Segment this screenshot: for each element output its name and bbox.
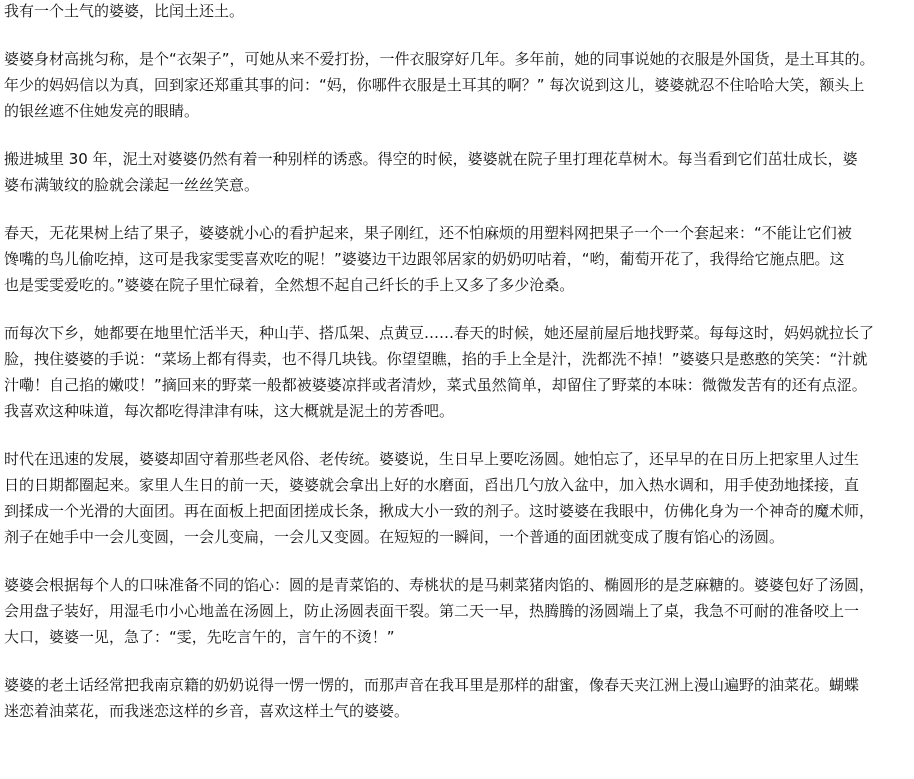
text-line: 搬进城里 30 年，泥土对婆婆仍然有着一种别样的诱惑。得空的时候，婆婆就在院子里打理花草树木。每当看到它们茁壮成长，婆 (4, 150, 858, 168)
paragraph-2 (4, 46, 910, 124)
text-line: 的银丝遮不住她发亮的眼睛。 (4, 102, 200, 120)
text-line: 馋嘴的鸟儿偷吃掉，这可是我家雯雯喜欢吃的呢！”婆婆边干边跟邻居家的奶奶叨咕着，“哟，葡萄开花了，我得给它施点肥。这 (4, 250, 845, 268)
text-line: 婆婆会根据每个人的口味准备不同的馅心：圆的是青菜馅的、寿桃状的是马刺菜猪肉馅的、椭圆形的是芝麻糖的。婆婆包好了汤圆， (4, 576, 875, 594)
paragraph-5 (4, 320, 910, 424)
text-line: 也是雯雯爱吃的。”婆婆在院子里忙碌着，全然想不起自己纤长的手上又多了多少沧桑。 (4, 276, 575, 294)
text-line: 婆婆的老土话经常把我南京籍的奶奶说得一愣一愣的，而那声音在我耳里是那样的甜蜜，像春天夹江洲上漫山遍野的油菜花。蝴蝶 (4, 676, 860, 694)
paragraph-7 (4, 572, 910, 650)
text-line: 会用盘子装好，用湿毛巾小心地盖在汤圆上，防止汤圆表面干裂。第二天一早，热腾腾的汤圆端上了桌，我急不可耐的准备咬上一 (4, 602, 860, 620)
paragraph-3 (4, 146, 910, 198)
text-line: 我喜欢这种味道，每次都吃得津津有味，这大概就是泥土的芳香吧。 (4, 402, 455, 420)
text-line: 我有一个土气的婆婆，比闰土还土。 (4, 2, 245, 20)
text-line: 婆布满皱纹的脸就会漾起一丝丝笑意。 (4, 176, 260, 194)
paragraph-1 (4, 0, 910, 24)
text-line: 春天，无花果树上结了果子，婆婆就小心的看护起来，果子刚红，还不怕麻烦的用塑料网把果子一个一个套起来：“不能让它们被 (4, 224, 852, 242)
text-line: 年少的妈妈信以为真，回到家还郑重其事的问：“妈，你哪件衣服是土耳其的啊？” 每次说到这儿，婆婆就忍不住哈哈大笑，额头上 (4, 76, 865, 94)
text-line: 而每次下乡，她都要在地里忙活半天，种山芋、搭瓜架、点黄豆……春天的时候，她还屋前屋后地找野菜。每每这时，妈妈就拉长了 (4, 324, 875, 342)
text-line: 到揉成一个光滑的大面团。再在面板上把面团搓成长条，揪成大小一致的剂子。这时婆婆在我眼中，仿佛化身为一个神奇的魔术师， (4, 502, 875, 520)
text-line: 大口，婆婆一见，急了：“雯，先吃言午的，言午的不烫！” (4, 628, 395, 646)
text-line: 时代在迅速的发展，婆婆却固守着那些老风俗、老传统。婆婆说，生日早上要吃汤圆。她怕忘了，还早早的在日历上把家里人过生 (4, 450, 860, 468)
text-line: 汁嘞！自己掐的嫩哎！”摘回来的野菜一般都被婆婆凉拌或者清炒，菜式虽然简单，却留住了野菜的本味：微微发苦有的还有点涩。 (4, 376, 867, 394)
text-line: 婆婆身材高挑匀称，是个“衣架子”，可她从来不爱打扮，一件衣服穿好几年。多年前，她的同事说她的衣服是外国货，是土耳其的。 (4, 50, 875, 68)
text-line: 脸，拽住婆婆的手说：“菜场上都有得卖，也不得几块钱。你望望瞧，掐的手上全是汁，洗都洗不掉！”婆婆只是憨憨的笑笑：“汁就 (4, 350, 868, 368)
paragraph-8 (4, 672, 910, 724)
paragraph-4 (4, 220, 910, 298)
text-line: 剂子在她手中一会儿变圆，一会儿变扁，一会儿又变圆。在短短的一瞬间，一个普通的面团就变成了腹有馅心的汤圆。 (4, 528, 785, 546)
paragraph-6 (4, 446, 910, 550)
text-line: 迷恋着油菜花，而我迷恋这样的乡音，喜欢这样土气的婆婆。 (4, 702, 410, 720)
text-line: 日的日期都圈起来。家里人生日的前一天，婆婆就会拿出上好的水磨面，舀出几勺放入盆中，加入热水调和，用手使劲地揉接，直 (4, 476, 860, 494)
